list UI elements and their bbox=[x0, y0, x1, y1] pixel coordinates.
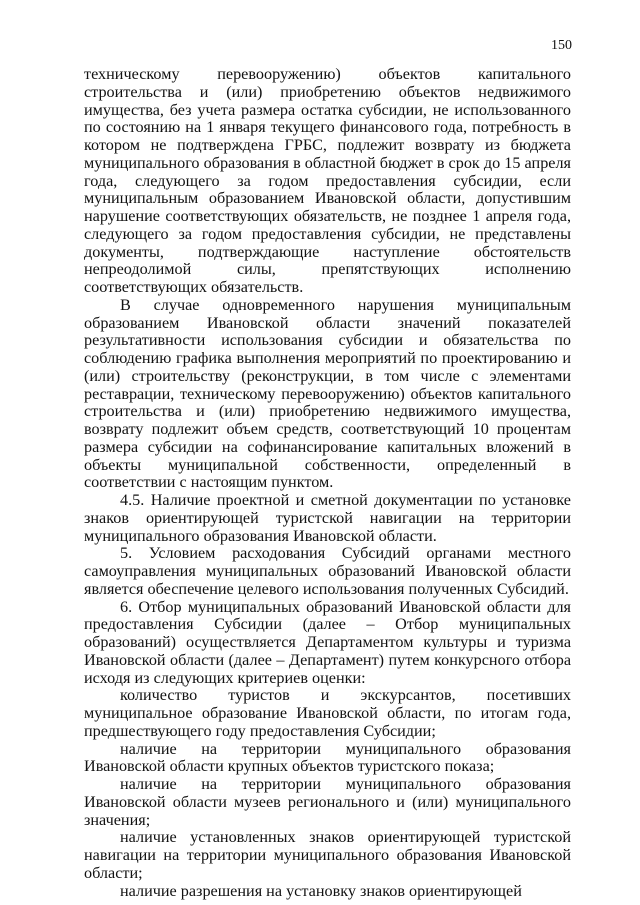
criterion-sign-permit: наличие разрешения на установку знаков ориентирующей bbox=[120, 881, 522, 900]
document-body bbox=[84, 66, 571, 900]
paragraph-4-5: 4.5. Наличие проектной и сметной документации по установке знаков ориентирующей туристской навигации на территории муниципального образования Ивановской области. bbox=[84, 491, 571, 545]
paragraph-6: 6. Отбор муниципальных образований Ивановской области для предоставления Субсидии (далее – Отбор муниципальных образований) осуществляется Департаментом культуры и туризма Ивановской области (далее – Департамент) путем конкурсного отбора исходя из следующих критериев оценки: bbox=[84, 597, 571, 687]
paragraph-continuation-refund: техническому перевооружению) объектов капитального строительства и (или) приобретению объектов недвижимого имущества, без учета размера остатка субсидии, не использованного по состоянию на 1 января текущего финансового года, потребность в котором не подтверждена ГРБС, подлежит возврату из бюджета муниципального образования в областной бюджет в срок до 15 апреля года, следующего за годом предоставления субсидии, если муниципальным образованием Ивановской области, допустившим нарушение соответствующих обязательств, не позднее 1 апреля года, следующего за годом предоставления субсидии, не представлены документы, подтверждающие наступление обстоятельств непреодолимой силы, препятствующих исполнению соответствующих обязательств. bbox=[84, 65, 571, 296]
paragraph-5: 5. Условием расходования Субсидий органами местного самоуправления муниципальных образований Ивановской области является обеспечение целевого использования полученных Субсидий. bbox=[84, 544, 571, 598]
criterion-installed-signs: наличие установленных знаков ориентирующей туристской навигации на территории муниципального образования Ивановской области; bbox=[84, 828, 571, 882]
paragraph-simultaneous-violation: В случае одновременного нарушения муниципальным образованием Ивановской области значений показателей результативности использования субсидии и обязательства по соблюдению графика выполнения мероприятий по проектированию и (или) строительству (реконструкции, в том числе с элементами реставрации, техническому перевооружению) объектов капитального строительства и (или) приобретению недвижимого имущества, возврату подлежит объем средств, соответствующий 10 процентам размера субсидии на софинансирование капитальных вложений в объекты муниципальной собственности, определенный в соответствии с настоящим пунктом. bbox=[84, 295, 571, 492]
criterion-tourists-count: количество туристов и экскурсантов, посетивших муниципальное образование Ивановской области, по итогам года, предшествующего году предоставления Субсидии; bbox=[84, 686, 571, 740]
criterion-tourist-objects: наличие на территории муниципального образования Ивановской области крупных объектов туристского показа; bbox=[84, 739, 571, 776]
page-number: 150 bbox=[551, 38, 572, 53]
criterion-museums: наличие на территории муниципального образования Ивановской области музеев регионального и (или) муниципального значения; bbox=[84, 775, 571, 829]
